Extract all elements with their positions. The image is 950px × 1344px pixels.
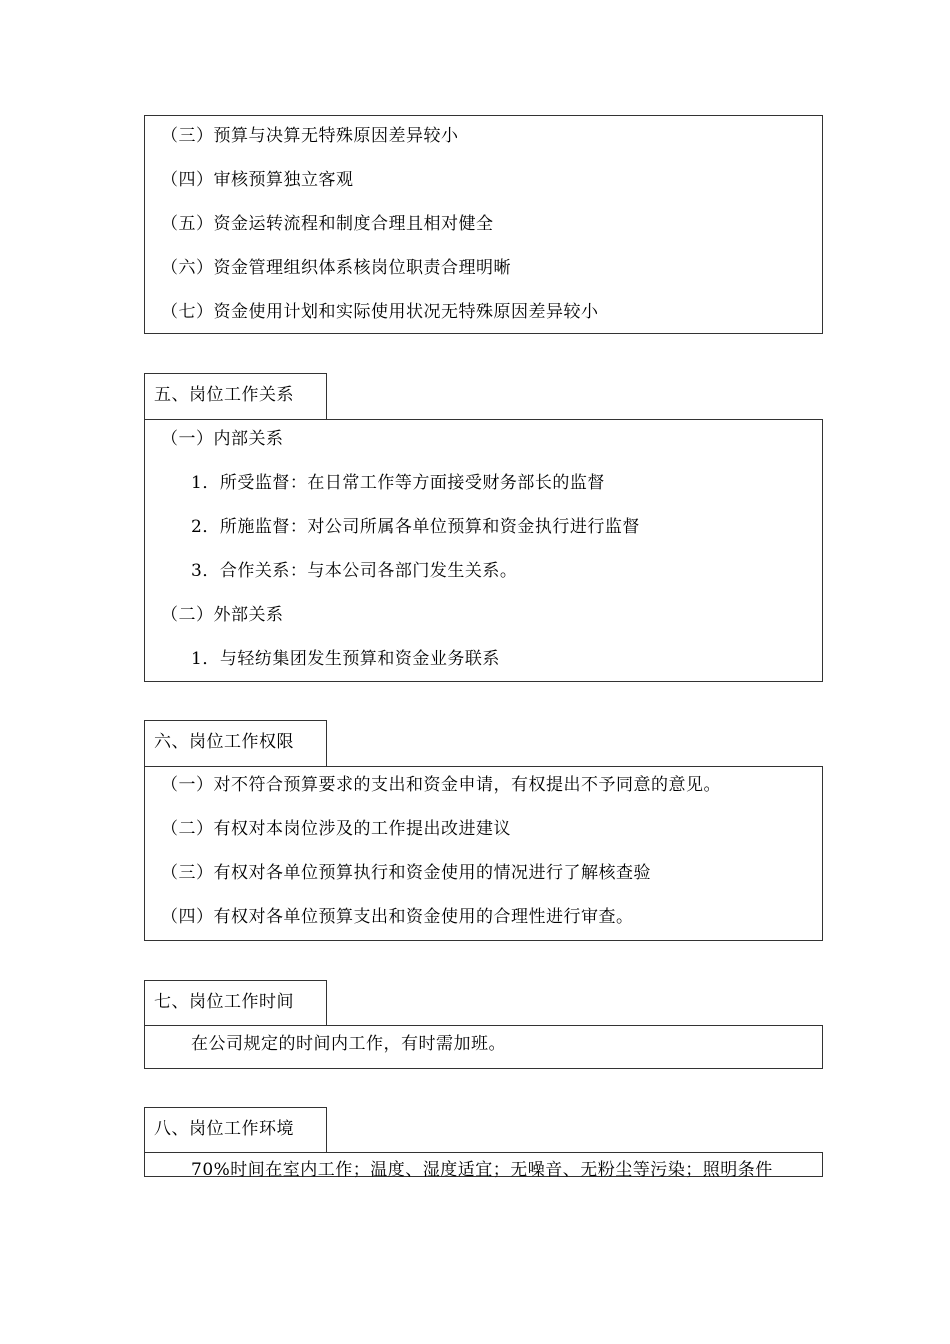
- section-4-item: （四）审核预算独立客观: [161, 170, 354, 190]
- section-7-box: [144, 1025, 823, 1069]
- section-7-header: [144, 980, 327, 1027]
- section-5-box: [144, 419, 823, 682]
- section-6-header: [144, 720, 327, 767]
- work-environment-text: 70%时间在室内工作；温度、湿度适宜；无噪音、无粉尘等污染；照明条件: [191, 1160, 773, 1180]
- section-8-box: [144, 1152, 823, 1180]
- work-time-text: 在公司规定的时间内工作，有时需加班。: [191, 1034, 506, 1054]
- authority-item: （四）有权对各单位预算支出和资金使用的合理性进行审查。: [161, 907, 634, 927]
- section-4-item: （五）资金运转流程和制度合理且相对健全: [161, 214, 494, 234]
- section-5-header: [144, 373, 327, 420]
- section-4-item: （三）预算与决算无特殊原因差异较小: [161, 126, 459, 146]
- section-4-box: [144, 115, 823, 334]
- section-6-title: 六、岗位工作权限: [154, 732, 294, 752]
- external-relations-heading: （二）外部关系: [161, 605, 284, 625]
- internal-relation-item: 3．合作关系：与本公司各部门发生关系。: [191, 561, 518, 581]
- external-relation-item: 1．与轻纺集团发生预算和资金业务联系: [191, 649, 500, 669]
- authority-item: （三）有权对各单位预算执行和资金使用的情况进行了解核查验: [161, 863, 651, 883]
- section-5-title: 五、岗位工作关系: [154, 385, 294, 405]
- internal-relation-item: 2．所施监督：对公司所属各单位预算和资金执行进行监督: [191, 517, 640, 537]
- internal-relations-heading: （一）内部关系: [161, 429, 284, 449]
- section-6-box: [144, 766, 823, 941]
- authority-item: （二）有权对本岗位涉及的工作提出改进建议: [161, 819, 511, 839]
- authority-item: （一）对不符合预算要求的支出和资金申请，有权提出不予同意的意见。: [161, 775, 721, 795]
- internal-relation-item: 1．所受监督：在日常工作等方面接受财务部长的监督: [191, 473, 605, 493]
- section-4-item: （六）资金管理组织体系核岗位职责合理明晰: [161, 258, 511, 278]
- section-7-title: 七、岗位工作时间: [154, 992, 294, 1012]
- section-8-title: 八、岗位工作环境: [154, 1119, 294, 1139]
- section-4-item: （七）资金使用计划和实际使用状况无特殊原因差异较小: [161, 302, 599, 322]
- section-8-header: [144, 1107, 327, 1154]
